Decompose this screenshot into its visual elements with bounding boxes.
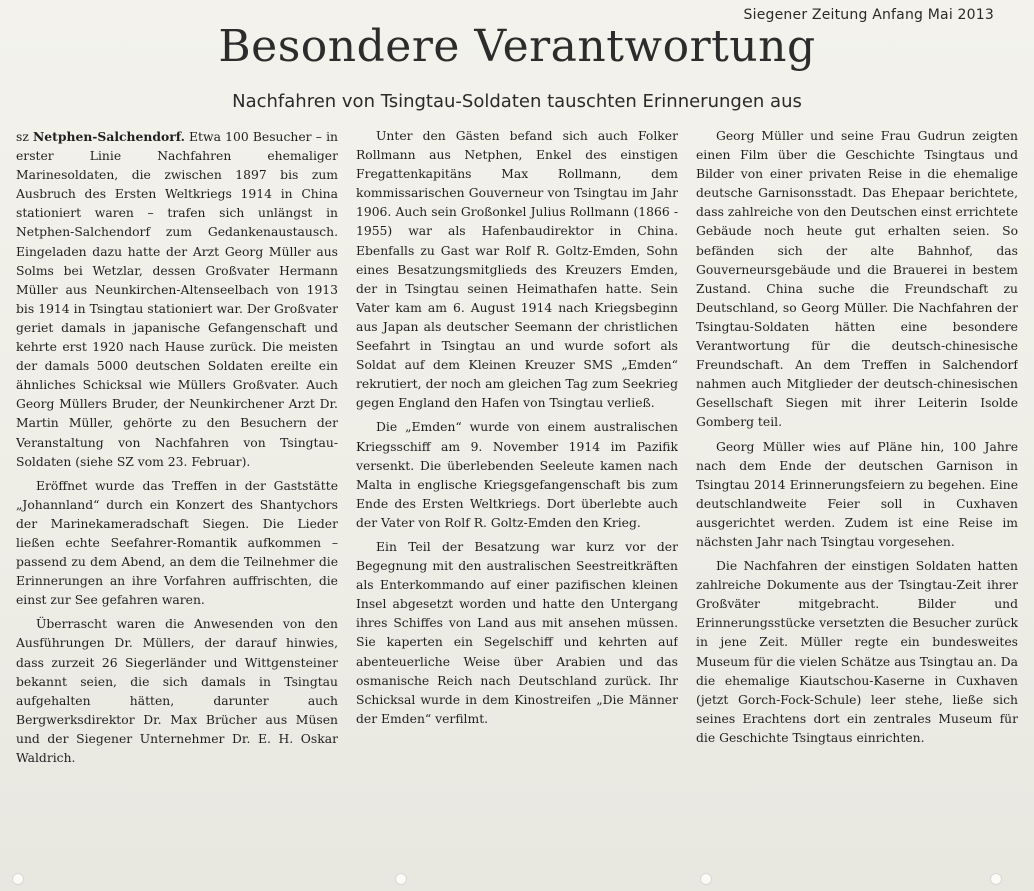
binder-hole-mark: [990, 873, 1002, 885]
paragraph-text: Etwa 100 Besucher – in erster Linie Nachfahren ehemaliger Marinesoldaten, die zwischen 1897 bis zum Ausbruch des Ersten Weltkriegs 1914 in China stationiert waren – trafen sich unlängst in Netphen-Salchendorf zum Gedankenaustausch. Eingeladen dazu hatte der Arzt Georg Müller aus Solms bei Wetzlar, dessen Großvater Hermann Müller aus Neunkirchen-Altenseelbach von 1913 bis 1914 in Tsingtau stationiert war. Der Großvater geriet damals in japanische Gefangenschaft und kehrte erst 1920 nach Hause zurück. Die meisten der damals 5000 deutschen Soldaten ereilte ein ähnliches Schicksal wie Müllers Großvater. Auch Georg Müllers Bruder, der Neunkirchener Arzt Dr. Martin Müller, gehörte zu den Besuchern der Veranstaltung von Nachfahren von Tsingtau-Soldaten (siehe SZ vom 23. Februar).: [16, 130, 338, 469]
binder-hole-mark: [12, 873, 24, 885]
paragraph: Überrascht waren die Anwesenden von den Ausführungen Dr. Müllers, der darauf hinwies, dass zurzeit 26 Siegerländer und Wittgensteiner bekannt seien, die sich damals in Tsingtau aufgehalten hätten, darunter auch Bergwerksdirektor Dr. Max Brücher aus Müsen und der Siegener Unternehmer Dr. E. H. Oskar Waldrich.: [16, 617, 338, 765]
article-column-1: [16, 127, 338, 867]
paragraph: Die „Emden“ wurde von einem australischen Kriegsschiff am 9. November 1914 im Pazifik versenkt. Die überlebenden Seeleute kamen nach Malta in englische Kriegsgefangenschaft bis zum Ende des Ersten Weltkriegs. Dort überlebte auch der Vater von Rolf R. Goltz-Emden den Krieg.: [356, 420, 678, 530]
binder-hole-mark: [700, 873, 712, 885]
article-body: [16, 127, 1018, 867]
article-column-3: [696, 127, 1018, 867]
headline: Besondere Verantwortung: [218, 21, 816, 72]
paragraph-prefix: sz: [16, 130, 34, 144]
source-caption: Siegener Zeitung Anfang Mai 2013: [743, 7, 994, 23]
paragraph: Die Nachfahren der einstigen Soldaten hatten zahlreiche Dokumente aus der Tsingtau-Zeit ihrer Großväter mitgebracht. Bilder und Erinnerungsstücke versetzten die Besucher zurück in jene Zeit. Müller regte ein bundesweites Museum für die vielen Schätze aus Tsingtau an. Da die ehemalige Kiautschou-Kaserne in Cuxhaven (jetzt Gorch-Fock-Schule) leer stehe, ließe sich seines Erachtens dort ein zentrales Museum für die Geschichte Tsingtaus einrichten.: [696, 559, 1018, 745]
article-column-2: [356, 127, 678, 867]
binder-holes: [0, 865, 1034, 885]
paragraph: [16, 127, 338, 472]
dateline: Netphen-Salchendorf.: [33, 129, 185, 144]
paragraph: Eröffnet wurde das Treffen in der Gaststätte „Johannland“ durch ein Konzert des Shantychors der Marinekameradschaft Siegen. Die Lieder ließen echte Seefahrer-Romantik aufkommen – passend zu dem Abend, an dem die Teilnehmer die Erinnerungen an ihre Vorfahren auffrischten, die einst zur See gefahren waren.: [16, 478, 338, 608]
paragraph: Georg Müller und seine Frau Gudrun zeigten einen Film über die Geschichte Tsingtaus und Bilder von einer privaten Reise in die ehemalige deutsche Garnisonsstadt. Das Ehepaar berichtete, dass zahlreiche von den Deutschen einst errichtete Gebäude noch heute gut erhalten seien. So befänden sich der alte Bahnhof, das Gouverneursgebäude und die Brauerei in bestem Zustand. China suche die Freundschaft zu Deutschland, so Georg Müller. Die Nachfahren der Tsingtau-Soldaten hätten eine besondere Verantwortung für die deutsch-chinesische Freundschaft. An dem Treffen in Salchendorf nahmen auch Mitglieder der deutsch-chinesischen Gesellschaft Siegen mit ihrer Leiterin Isolde Gomberg teil.: [696, 129, 1018, 430]
paragraph: Ein Teil der Besatzung war kurz vor der Begegnung mit den australischen Seestreitkräften als Enterkommando auf einer pazifischen kleinen Insel abgesetzt worden und hatte den Untergang ihres Schiffes von Land aus mit ansehen müssen. Sie kaperten ein Segelschiff und kehrten auf abenteuerliche Weise über Arabien und das osmanische Reich nach Deutschland zurück. Ihr Schicksal wurde in dem Kinostreifen „Die Männer der Emden“ verfilmt.: [356, 539, 678, 726]
binder-hole-mark: [395, 873, 407, 885]
paragraph: Georg Müller wies auf Pläne hin, 100 Jahre nach dem Ende der deutschen Garnison in Tsingtau 2014 Erinnerungsfeiern zu begehen. Eine deutschlandweite Feier soll in Cuxhaven ausgerichtet werden. Zudem ist eine Reise im nächsten Jahr nach Tsingtau vorgesehen.: [696, 439, 1018, 549]
paragraph: Unter den Gästen befand sich auch Folker Rollmann aus Netphen, Enkel des einstigen Fregattenkapitäns Max Rollmann, dem kommissarischen Gouverneur von Tsingtau im Jahr 1906. Auch sein Großonkel Julius Rollmann (1866 - 1955) war als Hafenbaudirektor in China. Ebenfalls zu Gast war Rolf R. Goltz-Emden, Sohn eines Besatzungsmitglieds des Kreuzers Emden, der in Tsingtau seinen Heimathafen hatte. Sein Vater kam am 6. August 1914 nach Kriegsbeginn aus Japan als deutscher Seemann der christlichen Seefahrt in Tsingtau an und wurde sofort als Soldat auf dem Kleinen Kreuzer SMS „Emden“ rekrutiert, der noch am gleichen Tag zum Seekrieg gegen England den Hafen von Tsingtau verließ.: [356, 129, 678, 411]
subheadline: Nachfahren von Tsingtau-Soldaten tauschten Erinnerungen aus: [232, 91, 802, 112]
